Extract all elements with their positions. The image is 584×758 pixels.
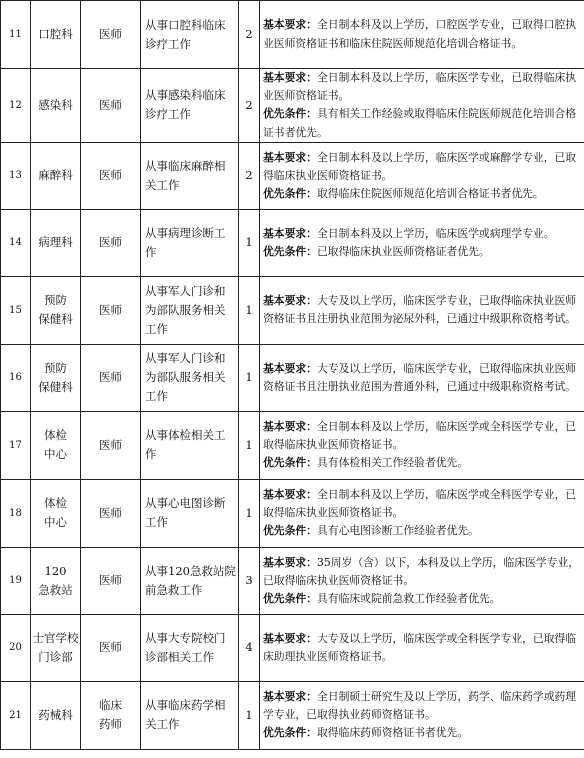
work-description: 从事口腔科临床诊疗工作: [141, 1, 239, 69]
requirements-cell: [260, 276, 584, 344]
headcount: 1: [239, 411, 260, 479]
headcount: 4: [239, 614, 260, 681]
requirement-label: 基本要求：: [263, 150, 317, 164]
work-description: 从事临床麻醉相关工作: [141, 142, 239, 209]
position-cell: [81, 142, 141, 209]
priority-condition: [263, 522, 582, 540]
position-cell: [81, 681, 141, 749]
requirements-cell: [260, 547, 584, 614]
requirement-text: 取得临床住院医师规范化培训合格证书者优先。: [316, 186, 544, 200]
department-cell: [31, 69, 81, 143]
requirement-label: 基本要求：: [263, 555, 317, 569]
priority-condition: [263, 590, 582, 608]
table-row: [1, 276, 584, 344]
table-row: [1, 69, 584, 143]
work-description: 从事军人门诊和为部队服务相关工作: [141, 276, 239, 344]
requirement-text: 全日制本科及以上学历，口腔医学专业，已取得口腔执业医师资格证书和临床住院医师规范化培训合格证书。: [263, 18, 577, 50]
table-row: [1, 614, 584, 681]
position-cell: [81, 614, 141, 681]
row-number: 19: [1, 547, 31, 614]
requirement-text: 具有相关工作经验或取得临床住院医师规范化培训合格证书者优先。: [263, 107, 577, 139]
department-cell: [31, 209, 81, 276]
department-cell: [31, 411, 81, 479]
headcount: 2: [239, 1, 260, 69]
headcount: 2: [239, 142, 260, 209]
requirement-text: 全日制硕士研究生及以上学历，药学、临床药学或药理学专业，已取得执业药师资格证书。: [263, 690, 577, 722]
requirement-label: 优先条件：: [263, 244, 317, 258]
requirements-cell: [260, 479, 584, 547]
department-cell: [31, 547, 81, 614]
basic-requirement: [263, 225, 582, 243]
department-name: 口腔科: [38, 27, 73, 41]
table-row: [1, 479, 584, 547]
position-cell: [81, 69, 141, 143]
position-name: 医师: [99, 168, 122, 183]
position-name: 医师: [99, 302, 122, 317]
department-cell: [31, 479, 81, 547]
department-name: 保健科: [38, 379, 73, 394]
requirement-text: 35周岁（含）以下，本科及以上学历，临床医学专业，已取得临床执业医师资格证书。: [263, 555, 580, 587]
priority-condition: [263, 105, 582, 141]
basic-requirement: [263, 630, 582, 666]
department-name: 保健科: [38, 312, 73, 327]
requirement-text: 已取得临床执业医师资格证者优先。: [316, 244, 490, 258]
requirement-text: 取得临床药师资格证书者优先。: [316, 726, 469, 740]
requirement-label: 基本要求：: [263, 294, 317, 308]
work-description: 从事体检相关工作: [141, 411, 239, 479]
department-name: 预防: [44, 293, 67, 308]
position-name: 医师: [99, 370, 122, 385]
position-cell: [81, 344, 141, 411]
table-row: [1, 209, 584, 276]
requirement-label: 基本要求：: [263, 690, 317, 703]
table-row: [1, 142, 584, 209]
work-description: 从事120急救站院前急救工作: [141, 547, 239, 614]
department-name: 体检: [44, 428, 67, 443]
requirement-text: 全日制本科及以上学历，临床医学专业，已取得临床执业医师资格证书。: [263, 71, 577, 103]
requirement-text: 大专及以上学历，临床医学专业，已取得临床执业医师资格证书且注册执业范围为普通外科，已通过中级职称资格考试。: [263, 361, 577, 393]
position-cell: [81, 411, 141, 479]
requirements-cell: [260, 69, 584, 143]
row-number: 21: [1, 681, 31, 749]
department-name: 药械科: [38, 707, 73, 722]
row-number: 17: [1, 411, 31, 479]
requirement-label: 优先条件：: [263, 456, 317, 470]
row-number: 15: [1, 276, 31, 344]
position-name: 医师: [99, 27, 122, 41]
row-number: 11: [1, 1, 31, 69]
position-name: 医师: [99, 235, 122, 250]
position-name: 医师: [99, 573, 122, 588]
department-cell: [31, 142, 81, 209]
basic-requirement: [263, 149, 582, 185]
requirements-cell: [260, 614, 584, 681]
department-name: 120: [44, 563, 67, 578]
department-name: 急救站: [38, 582, 73, 597]
department-cell: [31, 1, 81, 69]
position-cell: [81, 479, 141, 547]
position-cell: [81, 1, 141, 69]
requirement-label: 基本要求：: [263, 71, 317, 84]
department-name: 士官学校: [32, 630, 79, 645]
requirements-cell: [260, 209, 584, 276]
basic-requirement: [263, 688, 582, 724]
department-name: 感染科: [38, 97, 73, 112]
basic-requirement: [263, 360, 582, 396]
priority-condition: [263, 454, 582, 472]
requirement-text: 大专及以上学历，临床医学或全科医学专业，已取得临床助理执业医师资格证书。: [263, 631, 577, 663]
requirement-label: 优先条件：: [263, 107, 317, 121]
department-name: 中心: [44, 515, 67, 530]
requirement-label: 基本要求：: [263, 488, 317, 501]
requirement-label: 优先条件：: [263, 186, 317, 200]
department-name: 体检: [44, 496, 67, 511]
basic-requirement: [263, 69, 582, 105]
headcount: 1: [239, 209, 260, 276]
requirement-text: 大专及以上学历，临床医学专业，已取得临床执业医师资格证书且注册执业范围为泌尿外科，已通过中级职称资格考试。: [263, 294, 577, 326]
requirement-label: 基本要求：: [263, 420, 317, 433]
work-description: 从事感染科临床诊疗工作: [141, 69, 239, 143]
headcount: 1: [239, 276, 260, 344]
department-name: 预防: [44, 360, 67, 375]
table-row: [1, 1, 584, 69]
position-name: 药师: [99, 717, 122, 732]
row-number: 18: [1, 479, 31, 547]
requirement-label: 基本要求：: [263, 631, 317, 645]
requirement-label: 优先条件：: [263, 726, 317, 740]
department-name: 门诊部: [38, 649, 73, 664]
work-description: 从事大专院校门诊部相关工作: [141, 614, 239, 681]
row-number: 12: [1, 69, 31, 143]
work-description: 从事军人门诊和为部队服务相关工作: [141, 344, 239, 411]
row-number: 16: [1, 344, 31, 411]
basic-requirement: [263, 16, 582, 52]
work-description: 从事临床药学相关工作: [141, 681, 239, 749]
requirement-label: 优先条件：: [263, 591, 317, 605]
table-row: [1, 681, 584, 749]
requirement-text: 具有心电图诊断工作经验者优先。: [316, 524, 479, 538]
basic-requirement: [263, 418, 582, 454]
row-number: 13: [1, 142, 31, 209]
department-name: 中心: [44, 447, 67, 462]
priority-condition: [263, 243, 582, 261]
table-row: [1, 411, 584, 479]
department-cell: [31, 276, 81, 344]
table-row: [1, 344, 584, 411]
headcount: 1: [239, 344, 260, 411]
position-cell: [81, 276, 141, 344]
department-cell: [31, 614, 81, 681]
requirement-text: 全日制本科及以上学历，临床医学或全科医学专业，已取得临床执业医师资格证书。: [263, 488, 577, 520]
department-cell: [31, 344, 81, 411]
priority-condition: [263, 185, 582, 203]
requirement-text: 全日制本科及以上学历，临床医学或病理学专业。: [316, 226, 555, 240]
department-name: 病理科: [38, 235, 73, 250]
department-cell: [31, 681, 81, 749]
position-name: 医师: [99, 437, 122, 452]
headcount: 1: [239, 681, 260, 749]
row-number: 20: [1, 614, 31, 681]
requirements-cell: [260, 344, 584, 411]
requirements-cell: [260, 142, 584, 209]
basic-requirement: [263, 554, 582, 590]
requirement-label: 优先条件：: [263, 524, 317, 538]
table-row: [1, 547, 584, 614]
requirements-cell: [260, 681, 584, 749]
row-number: 14: [1, 209, 31, 276]
requirement-label: 基本要求：: [263, 226, 317, 240]
requirement-text: 具有临床或院前急救工作经验者优先。: [316, 591, 501, 605]
position-name: 医师: [99, 640, 122, 655]
headcount: 2: [239, 69, 260, 143]
basic-requirement: [263, 292, 582, 328]
position-name: 医师: [99, 97, 122, 112]
position-cell: [81, 547, 141, 614]
work-description: 从事病理诊断工作: [141, 209, 239, 276]
position-name: 临床: [99, 698, 122, 713]
department-name: 麻醉科: [38, 168, 73, 183]
position-cell: [81, 209, 141, 276]
work-description: 从事心电图诊断工作: [141, 479, 239, 547]
priority-condition: [263, 724, 582, 742]
headcount: 3: [239, 547, 260, 614]
headcount: 1: [239, 479, 260, 547]
requirement-text: 全日制本科及以上学历，临床医学或麻醉学专业，已取得临床执业医师资格证书。: [263, 150, 577, 182]
requirements-cell: [260, 411, 584, 479]
requirement-text: 具有体检相关工作经验者优先。: [316, 456, 469, 470]
position-name: 医师: [99, 505, 122, 520]
requirement-label: 基本要求：: [263, 361, 317, 375]
requirement-text: 全日制本科及以上学历，临床医学或全科医学专业，已取得临床执业医师资格证书。: [263, 420, 577, 452]
requirements-cell: [260, 1, 584, 69]
basic-requirement: [263, 486, 582, 522]
requirement-label: 基本要求：: [263, 18, 317, 32]
